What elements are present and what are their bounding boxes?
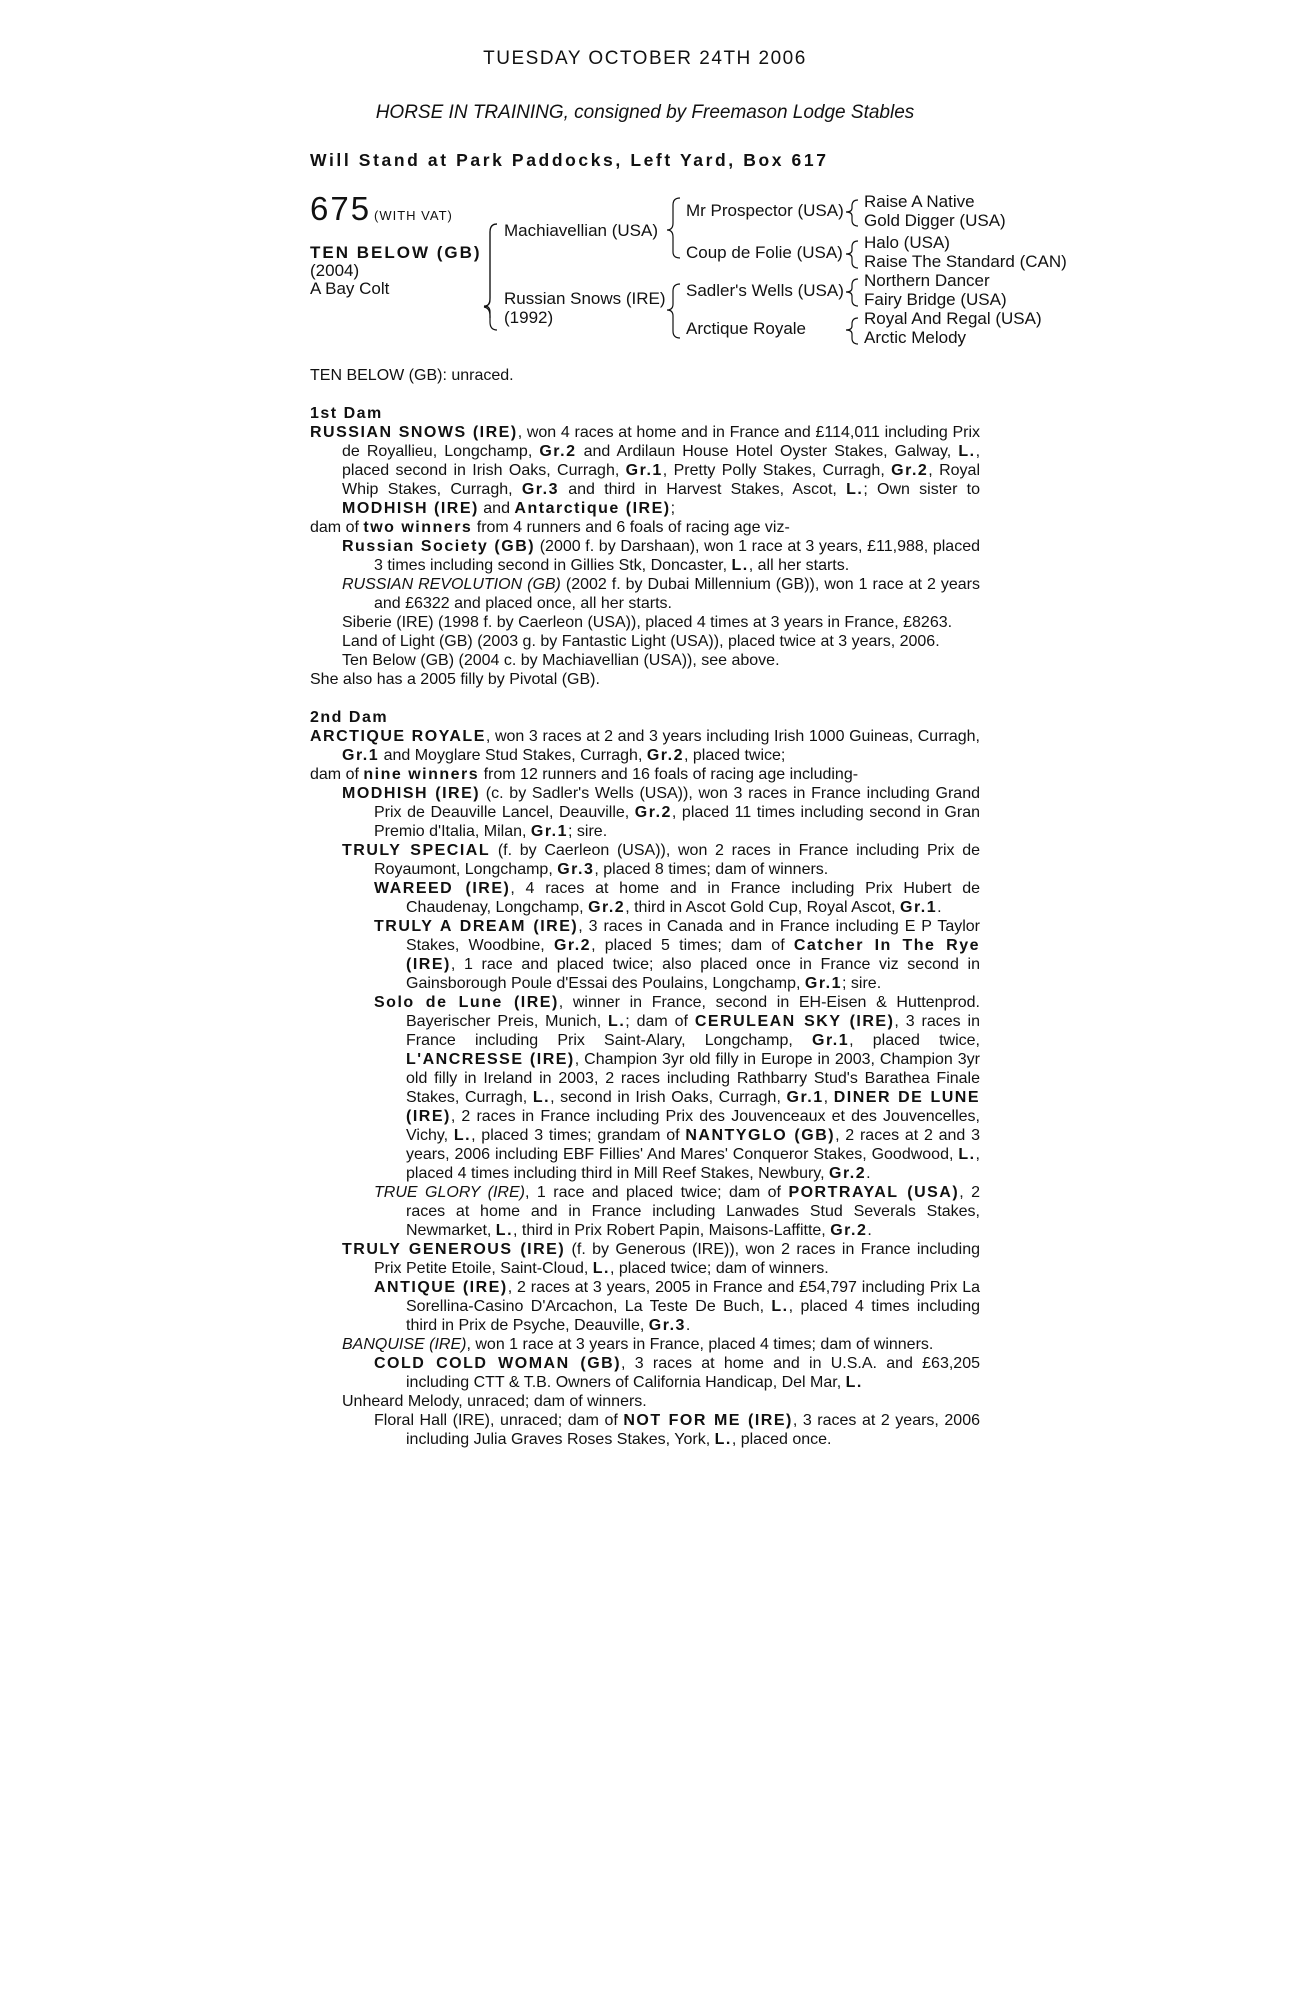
pedigree-g7: Royal And Regal (USA) (864, 309, 1042, 328)
pedigree-g6: Fairy Bridge (USA) (864, 290, 1007, 309)
text: , winner in France, second in EH-Eisen & Huttenprod. Bayerischer Preis, Munich, (406, 994, 981, 1030)
grade: Gr.2 (646, 747, 684, 764)
grand-produce-entry (310, 1278, 980, 1335)
listed: L. (592, 1260, 610, 1277)
produce-name: TRULY SPECIAL (342, 842, 491, 859)
grade: Gr.2 (588, 899, 626, 916)
grade: Gr.1 (342, 747, 380, 764)
horse-description: A Bay Colt (310, 279, 390, 298)
produce-name: Solo de Lune (IRE) (374, 994, 559, 1011)
race-summary: TEN BELOW (GB): unraced. (310, 367, 514, 384)
grade: Gr.1 (786, 1089, 824, 1106)
text: ; (670, 500, 676, 517)
produce-entry (310, 575, 980, 613)
listed: L. (495, 1222, 514, 1239)
sibling-name: Antarctique (IRE) (514, 500, 671, 517)
produce-entry (310, 537, 980, 575)
pedigree-g8: Arctic Melody (864, 328, 967, 347)
text: (f. by Generous (IRE)), won 2 races in France including Prix Petite Etoile, Saint-Cloud, (374, 1241, 981, 1277)
text: , placed 11 times including second in Gran Premio d'Italia, Milan, (374, 804, 980, 840)
produce-name: MODHISH (IRE) (342, 785, 481, 802)
text: , 1 race and placed twice; dam of (524, 1184, 789, 1201)
sibling-name: MODHISH (IRE) (342, 500, 479, 517)
pedigree-sire-sire: Mr Prospector (USA) (686, 201, 844, 220)
grand-produce-entry (310, 1183, 980, 1240)
listed: L. (731, 557, 749, 574)
grand-produce-entry (310, 879, 980, 917)
listed: L. (958, 443, 976, 460)
horse-name: TEN BELOW (GB) (310, 243, 482, 262)
text: and Ardilaun House Hotel Oyster Stakes, Galway, (576, 443, 959, 460)
produce-name: TRULY GENEROUS (IRE) (342, 1241, 566, 1258)
text: , placed 5 times; dam of (591, 937, 794, 954)
text: , placed 4 times including third in Prix de Psyche, Deauville, (406, 1298, 980, 1334)
catalogue-body (310, 366, 980, 1449)
second-dam-heading: 2nd Dam (310, 709, 389, 726)
produce-name: WAREED (IRE) (374, 880, 511, 897)
produce-entry (310, 1240, 980, 1278)
pedigree-g4: Raise The Standard (CAN) (864, 252, 1067, 271)
listed: L. (845, 1374, 863, 1391)
lot-number: 675 (310, 190, 372, 227)
text: , all her starts. (748, 557, 850, 574)
grade: Gr.3 (557, 861, 595, 878)
produce-name: CERULEAN SKY (IRE) (694, 1013, 895, 1030)
produce-entry: Unheard Melody, unraced; dam of winners. (342, 1393, 647, 1410)
text: and third in Harvest Stakes, Ascot, (558, 481, 847, 498)
grand-produce-entry (310, 1411, 980, 1449)
text: (f. by Caerleon (USA)), won 2 races in France including Prix de Royaumont, Longchamp, (374, 842, 981, 878)
grade: Gr.1 (812, 1032, 850, 1049)
produce-name: Russian Society (GB) (342, 538, 536, 555)
text: , 2 races at 2 and 3 years, 2006 including EBF Fillies' And Mares' Conqueror Stakes, Goodwood, (406, 1127, 981, 1163)
first-dam-record (310, 423, 980, 518)
grand-produce-entry (310, 917, 980, 993)
text: , Royal Whip Stakes, Curragh, (342, 462, 981, 498)
text: Floral Hall (IRE), unraced; dam of (374, 1412, 624, 1429)
text: (c. by Sadler's Wells (USA)), won 3 races in France including Grand Prix de Deauville Lancel, Deauville, (374, 785, 980, 821)
produce-name: DINER DE LUNE (IRE) (406, 1089, 981, 1125)
produce-entry: Land of Light (GB) (2003 g. by Fantastic Light (USA)), placed twice at 3 years, 2006. (342, 633, 940, 650)
text: , placed twice; dam of winners. (609, 1260, 829, 1277)
text: and Moyglare Stud Stakes, Curragh, (379, 747, 647, 764)
produce-name: NOT FOR ME (IRE) (623, 1412, 793, 1429)
text: , third in Ascot Gold Cup, Royal Ascot, (625, 899, 900, 916)
text: , placed second in Irish Oaks, Curragh, (342, 443, 981, 479)
text: ; Own sister to (863, 481, 981, 498)
text: , placed twice; (683, 747, 786, 764)
grade: Gr.1 (625, 462, 663, 479)
second-dam-name: ARCTIQUE ROYALE (310, 728, 486, 745)
text: . (866, 1165, 871, 1182)
listed: L. (771, 1298, 789, 1315)
produce-name: ANTIQUE (IRE) (374, 1279, 508, 1296)
text: , 3 races at 2 years, 2006 including Julia Graves Roses Stakes, York, (406, 1412, 981, 1448)
winner-count: nine winners (363, 766, 480, 783)
text: . (867, 1222, 872, 1239)
produce-entry: Ten Below (GB) (2004 c. by Machiavellian (USA)), see above. (342, 652, 780, 669)
pedigree-sire: Machiavellian (USA) (504, 221, 658, 240)
produce-name: TRULY A DREAM (IRE) (374, 918, 579, 935)
pedigree-g1: Raise A Native (864, 192, 975, 211)
grade: Gr.2 (539, 443, 577, 460)
listed: L. (846, 481, 864, 498)
text: , won 3 races at 2 and 3 years including Irish 1000 Guineas, Curragh, (485, 728, 981, 745)
grade: Gr.2 (634, 804, 672, 821)
text: ; sire. (568, 823, 608, 840)
text: from 4 runners and 6 foals of racing age viz- (472, 519, 790, 536)
grand-produce-entry (310, 993, 980, 1183)
text: , placed 4 times including third in Mill Reef Stakes, Newbury, (406, 1146, 980, 1182)
produce-entry (310, 784, 980, 841)
produce-name: NANTYGLO (GB) (685, 1127, 836, 1144)
text: . (685, 1317, 691, 1334)
text: ; dam of (625, 1013, 695, 1030)
text: from 12 runners and 16 foals of racing age including- (479, 766, 859, 783)
sale-date: TUESDAY OCTOBER 24TH 2006 (483, 48, 807, 69)
produce-name: PORTRAYAL (USA) (788, 1184, 960, 1201)
produce-entry (310, 841, 980, 879)
text: ; sire. (842, 975, 882, 992)
text: , (823, 1089, 834, 1106)
text: , 3 races at home and in U.S.A. and £63,205 including CTT & T.B. Owners of California Handicap, Del Mar, (406, 1355, 980, 1391)
produce-entry: Siberie (IRE) (1998 f. by Caerleon (USA)), placed 4 times at 3 years in France, £8263. (342, 614, 953, 631)
listed: L. (608, 1013, 626, 1030)
text: , placed 3 times; grandam of (471, 1127, 686, 1144)
produce-name: BANQUISE (IRE) (342, 1336, 467, 1353)
produce-name: Catcher In The Rye (IRE) (406, 937, 980, 973)
text: (2002 f. by Dubai Millennium (GB)), won 1 race at 2 years and £6322 and placed once, all her starts. (374, 576, 980, 612)
pedigree-dam-dam: Arctique Royale (686, 319, 807, 338)
text: (2000 f. by Darshaan), won 1 race at 3 years, £11,988, placed 3 times including second in Gillies Stk, Doncaster, (374, 538, 981, 574)
produce-name: RUSSIAN REVOLUTION (GB) (342, 576, 561, 593)
produce-name: COLD COLD WOMAN (GB) (374, 1355, 622, 1372)
listed: L. (453, 1127, 472, 1144)
grade: Gr.1 (900, 899, 938, 916)
winner-count: two winners (363, 519, 473, 536)
produce-name: L'ANCRESSE (IRE) (406, 1051, 575, 1068)
text: dam of (310, 766, 364, 783)
pedigree-g5: Northern Dancer (864, 271, 990, 290)
stabling-location: Will Stand at Park Paddocks, Left Yard, Box 617 (310, 150, 829, 170)
text: , won 4 races at home and in France and £114,011 including Prix de Royallieu, Longchamp, (342, 424, 980, 460)
text: , Pretty Polly Stakes, Curragh, (662, 462, 892, 479)
text: , 4 races at home and in France including Prix Hubert de Chaudenay, Longchamp, (406, 880, 981, 916)
text: , 2 races at home and in France including Lanwades Stud Severals Stakes, Newmarket, (406, 1184, 981, 1239)
grand-produce-entry (310, 1354, 980, 1392)
grade: Gr.1 (804, 975, 843, 992)
text: dam of (310, 519, 364, 536)
text: , placed 8 times; dam of winners. (594, 861, 829, 878)
grade: Gr.2 (553, 937, 592, 954)
horse-year: (2004) (310, 261, 360, 280)
text: and (478, 500, 515, 517)
grade: Gr.2 (829, 1165, 867, 1182)
text: . (937, 899, 942, 916)
text: , 1 race and placed twice; also placed once in France viz second in Gainsborough Poule d'Essai des Poulains, Longchamp, (406, 956, 980, 992)
pedigree-sire-dam: Coup de Folie (USA) (686, 243, 843, 262)
text: , third in Prix Robert Papin, Maisons-Laffitte, (513, 1222, 831, 1239)
listed: L. (714, 1431, 732, 1448)
text: , 3 races in Canada and in France including E P Taylor Stakes, Woodbine, (406, 918, 981, 954)
text: , second in Irish Oaks, Curragh, (550, 1089, 787, 1106)
pedigree-dam-sire: Sadler's Wells (USA) (686, 281, 844, 300)
vat-note: (WITH VAT) (374, 208, 453, 223)
grade: Gr.2 (891, 462, 929, 479)
pedigree-dam-year: (1992) (504, 308, 554, 327)
second-dam-produce-summary (310, 765, 980, 784)
text: , 2 races in France including Prix des Jouvenceaux et des Jouvencelles, Vichy, (406, 1108, 980, 1144)
first-dam-heading: 1st Dam (310, 405, 383, 422)
pedigree-dam: Russian Snows (IRE) (504, 289, 666, 308)
first-dam-name: RUSSIAN SNOWS (IRE) (310, 424, 518, 441)
first-dam-produce-summary (310, 518, 980, 537)
grade: Gr.1 (530, 823, 569, 840)
text: , placed once. (731, 1431, 832, 1448)
text: , 2 races at 3 years, 2005 in France and £54,797 including Prix La Sorellina-Casino D'Arcachon, La Teste De Buch, (406, 1279, 980, 1315)
produce-name: TRUE GLORY (IRE) (374, 1184, 525, 1201)
produce-entry (310, 1335, 980, 1354)
grade: Gr.3 (521, 481, 559, 498)
text: , won 1 race at 3 years in France, placed 4 times; dam of winners. (466, 1336, 934, 1353)
grade: Gr.2 (830, 1222, 868, 1239)
pedigree-g3: Halo (USA) (864, 233, 950, 252)
listed: L. (958, 1146, 976, 1163)
pedigree-g2: Gold Digger (USA) (864, 211, 1006, 230)
text: , Champion 3yr old filly in Europe in 2003, Champion 3yr old filly in Ireland in 2003, 2 races including Rathbarry Stud's Barathea Finale Stakes, Curragh, (406, 1051, 980, 1106)
second-dam-record (310, 727, 980, 765)
produce-note: She also has a 2005 filly by Pivotal (GB). (310, 671, 600, 688)
text: , 3 races in France including Prix Saint-Alary, Longchamp, (406, 1013, 980, 1049)
consignment-line: HORSE IN TRAINING, consigned by Freemason Lodge Stables (375, 102, 915, 123)
listed: L. (532, 1089, 551, 1106)
grade: Gr.3 (648, 1317, 686, 1334)
text: , placed twice, (849, 1032, 980, 1049)
